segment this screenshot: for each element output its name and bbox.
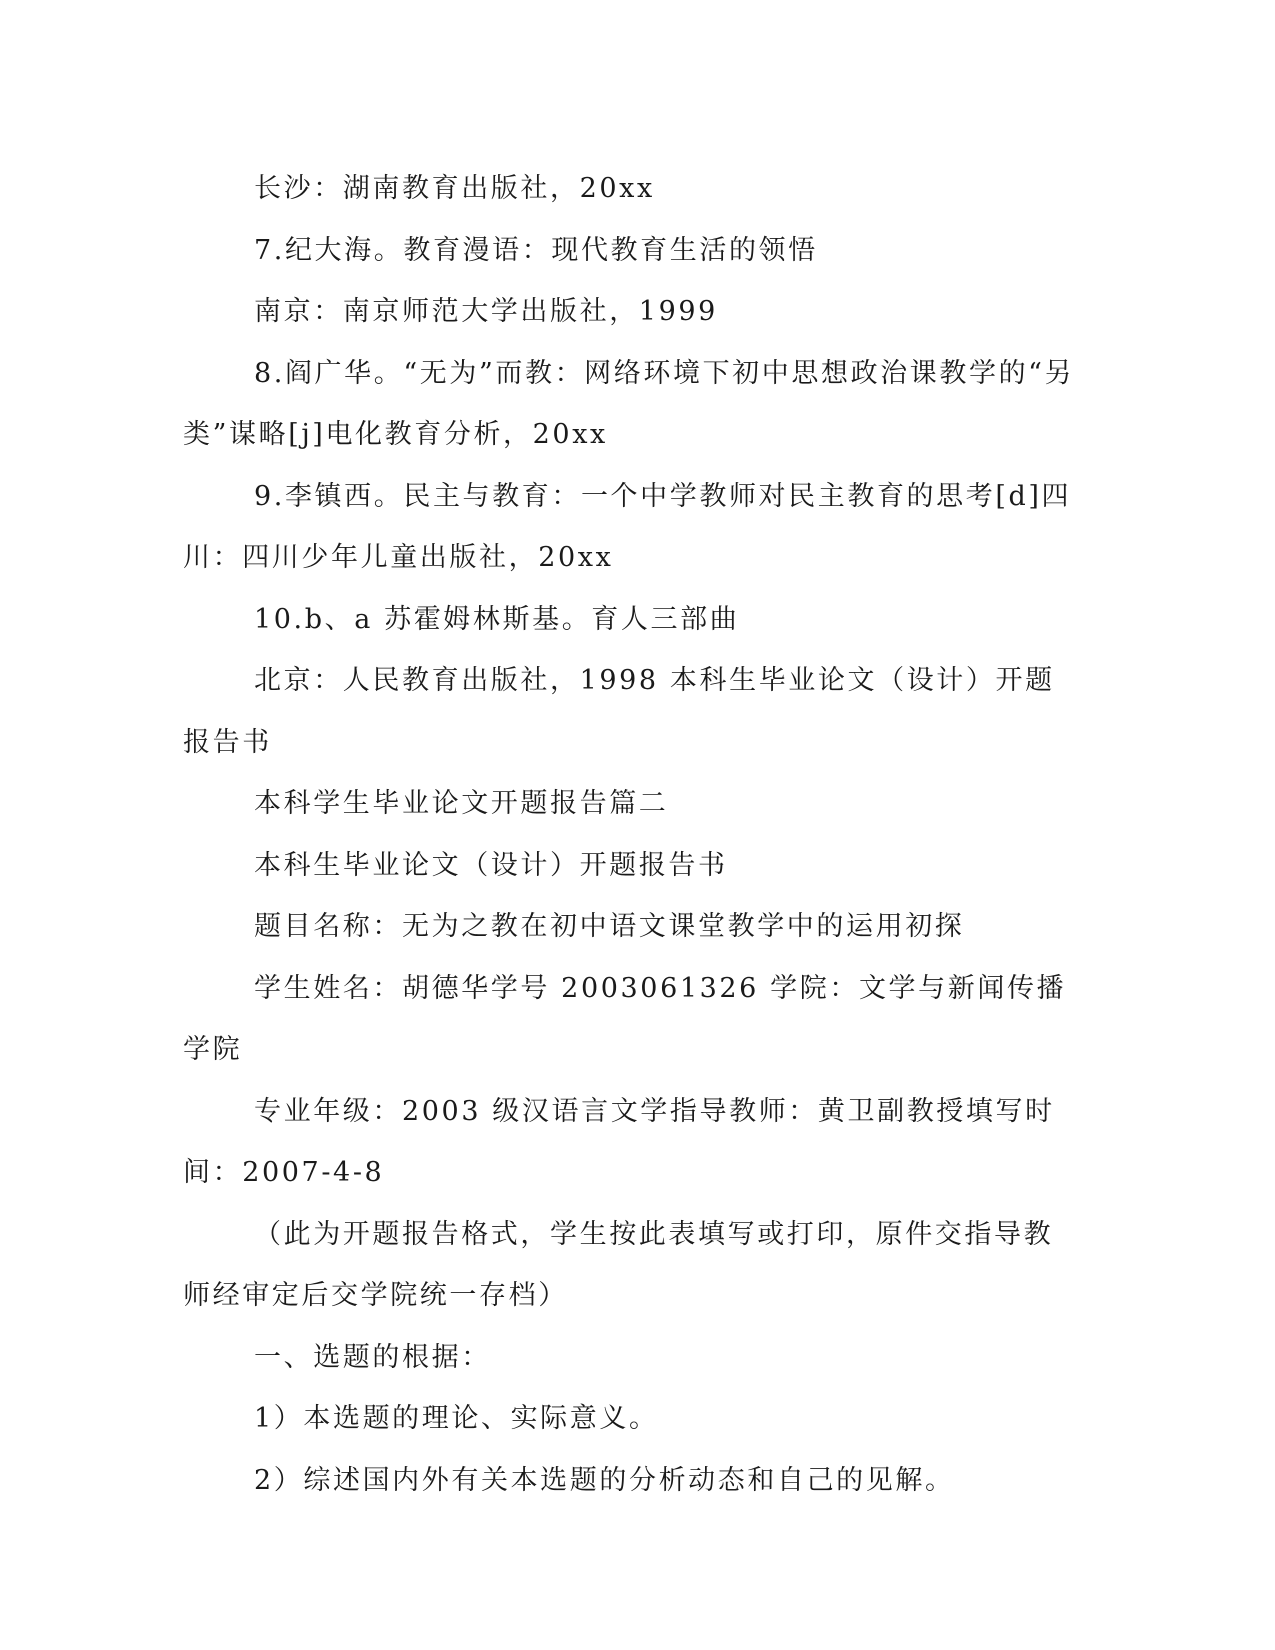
section-heading: 本科学生毕业论文开题报告篇二 [254,788,669,819]
paragraph: 南京：南京师范大学出版社，1999 [254,296,718,327]
document-body [183,158,1078,1511]
list-item: 1）本选题的理论、实际意义。 [254,1403,659,1434]
student-info-line: 学生姓名：胡德华学号 2003061326 学院：文学与新闻传播学院 [183,972,1067,1065]
section-heading: 一、选题的根据： [254,1341,491,1373]
note-paragraph: （此为开题报告格式，学生按此表填写或打印，原件交指导教师经审定后交学院统一存档） [183,1218,1054,1311]
reference-item: 7.纪大海。教育漫语：现代教育生活的领悟 [254,234,818,266]
major-info-line: 专业年级：2003 级汉语言文学指导教师：黄卫副教授填写时间：2007-4-8 [183,1095,1055,1188]
reference-item: 8.阎广华。“无为”而教：网络环境下初中思想政治课教学的“另类”谋略[j]电化教育分析，20xx [183,357,1075,450]
list-item: 2）综述国内外有关本选题的分析动态和自己的见解。 [254,1464,955,1496]
paragraph: 长沙：湖南教育出版社，20xx [254,173,655,204]
reference-item: 9.李镇西。民主与教育：一个中学教师对民主教育的思考[d]四川：四川少年儿童出版社，20xx [183,480,1072,573]
reference-item: 10.b、a 苏霍姆林斯基。育人三部曲 [254,603,740,635]
topic-line: 题目名称：无为之教在初中语文课堂教学中的运用初探 [254,911,965,942]
report-title: 本科生毕业论文（设计）开题报告书 [254,849,728,881]
paragraph: 北京：人民教育出版社，1998 本科生毕业论文（设计）开题报告书 [183,665,1055,758]
